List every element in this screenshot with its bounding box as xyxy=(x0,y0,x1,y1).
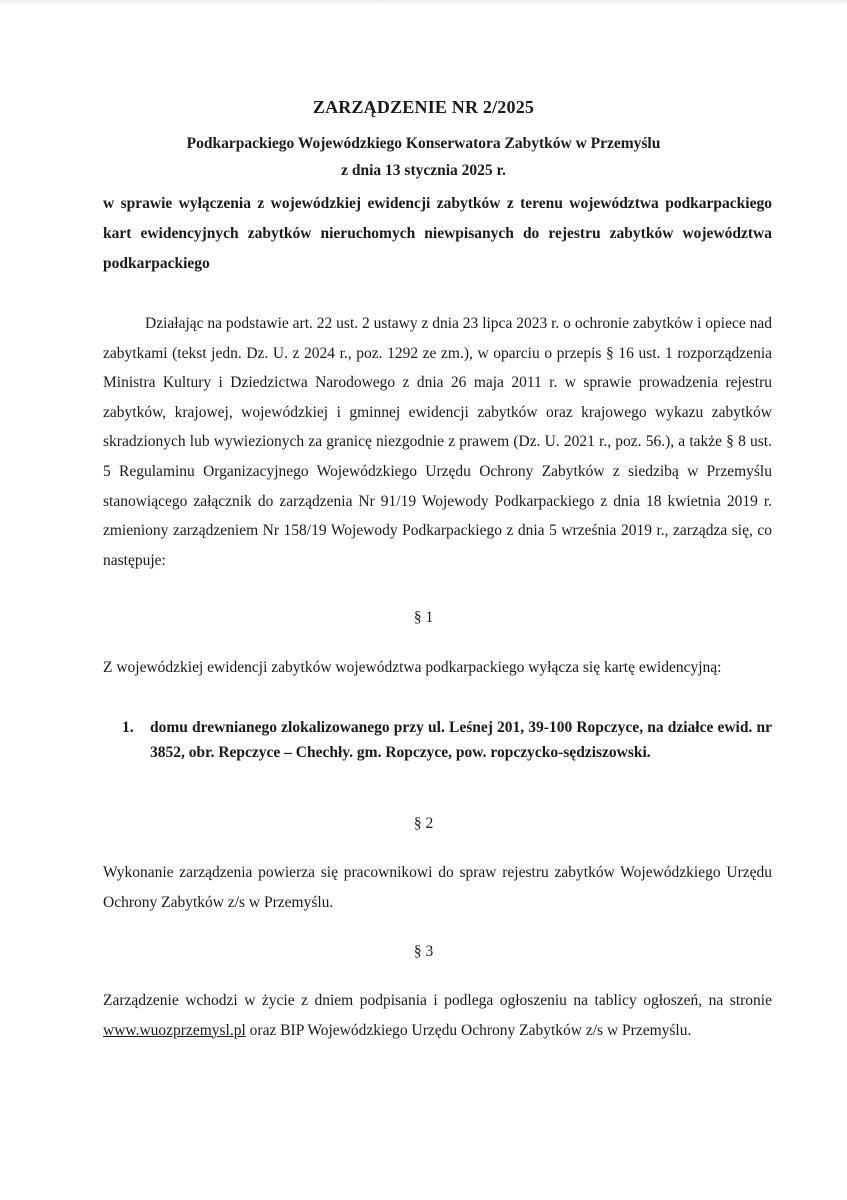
section-2-sign: § 2 xyxy=(413,815,434,832)
section-3-text-after-link: oraz BIP Wojewódzkiego Urzędu Ochrony Zabytków z/s w Przemyślu. xyxy=(249,1021,692,1039)
website-link[interactable]: www.wuozprzemysl.pl xyxy=(103,1021,246,1039)
preamble-paragraph: Działając na podstawie art. 22 ust. 2 ustawy z dnia 23 lipca 2023 r. o ochronie zabytków i opiece nad zabytkami (tekst jedn. Dz. U. z 2024 r., poz. 1292 ze zm.), w oparciu o przepis § 16 ust. 1 rozporządzenia Ministra Kultury i Dziedzictwa Narodowego z dnia 26 maja 2011 r. w sprawie prowadzenia rejestru zabytków, krajowej, wojewódzkiej i gminnej ewidencji zabytków oraz krajowego wykazu zabytków skradzionych lub wywiezionych za granicę niezgodnie z prawem (Dz. U. 2021 r., poz. 56.), a także § 8 ust. 5 Regulaminu Organizacyjnego Wojewódzkiego Urzędu Ochrony Zabytków z siedzibą w Przemyślu stanowiącego załącznik do zarządzenia Nr 91/19 Wojewody Podkarpackiego z dnia 18 kwietnia 2019 r. zmieniony zarządzeniem Nr 158/19 Wojewody Podkarpackiego z dnia 5 września 2019 r., zarządza się, co następuje: xyxy=(103,315,772,569)
list-item-text: domu drewnianego zlokalizowanego przy ul. Leśnej 201, 39-100 Ropczyce, na działce ewid. nr 3852, obr. Repczyce – Chechły. gm. Ropczyce, pow. ropczycko-sędziszowski. xyxy=(150,719,772,761)
document-title: ZARZĄDZENIE NR 2/2025 xyxy=(312,97,535,117)
section-3-sign: § 3 xyxy=(413,943,434,960)
date-line: z dnia 13 stycznia 2025 r. xyxy=(341,162,506,179)
section-3-text xyxy=(103,986,772,1045)
issuer-line: Podkarpackiego Wojewódzkiego Konserwatora Zabytków w Przemyślu xyxy=(186,135,661,152)
section-1-list-item xyxy=(122,715,772,765)
subject-paragraph: w sprawie wyłączenia z wojewódzkiej ewidencji zabytków z terenu województwa podkarpackiego kart ewidencyjnych zabytków nieruchomych niewpisanych do rejestru zabytków województwa podkarpackiego xyxy=(103,195,772,272)
list-item-number: 1. xyxy=(122,719,134,736)
section-1-sign: § 1 xyxy=(413,609,434,626)
section-3-text-before-link: Zarządzenie wchodzi w życie z dniem podpisania i podlega ogłoszeniu na tablicy ogłoszeń, na stronie xyxy=(103,992,772,1009)
section-1-text: Z wojewódzkiej ewidencji zabytków województwa podkarpackiego wyłącza się kartę ewidencyjną: xyxy=(103,659,722,676)
section-2-text: Wykonanie zarządzenia powierza się pracownikowi do spraw rejestru zabytków Wojewódzkiego Urzędu Ochrony Zabytków z/s w Przemyślu. xyxy=(103,864,772,911)
scan-edge-shadow xyxy=(0,0,847,6)
